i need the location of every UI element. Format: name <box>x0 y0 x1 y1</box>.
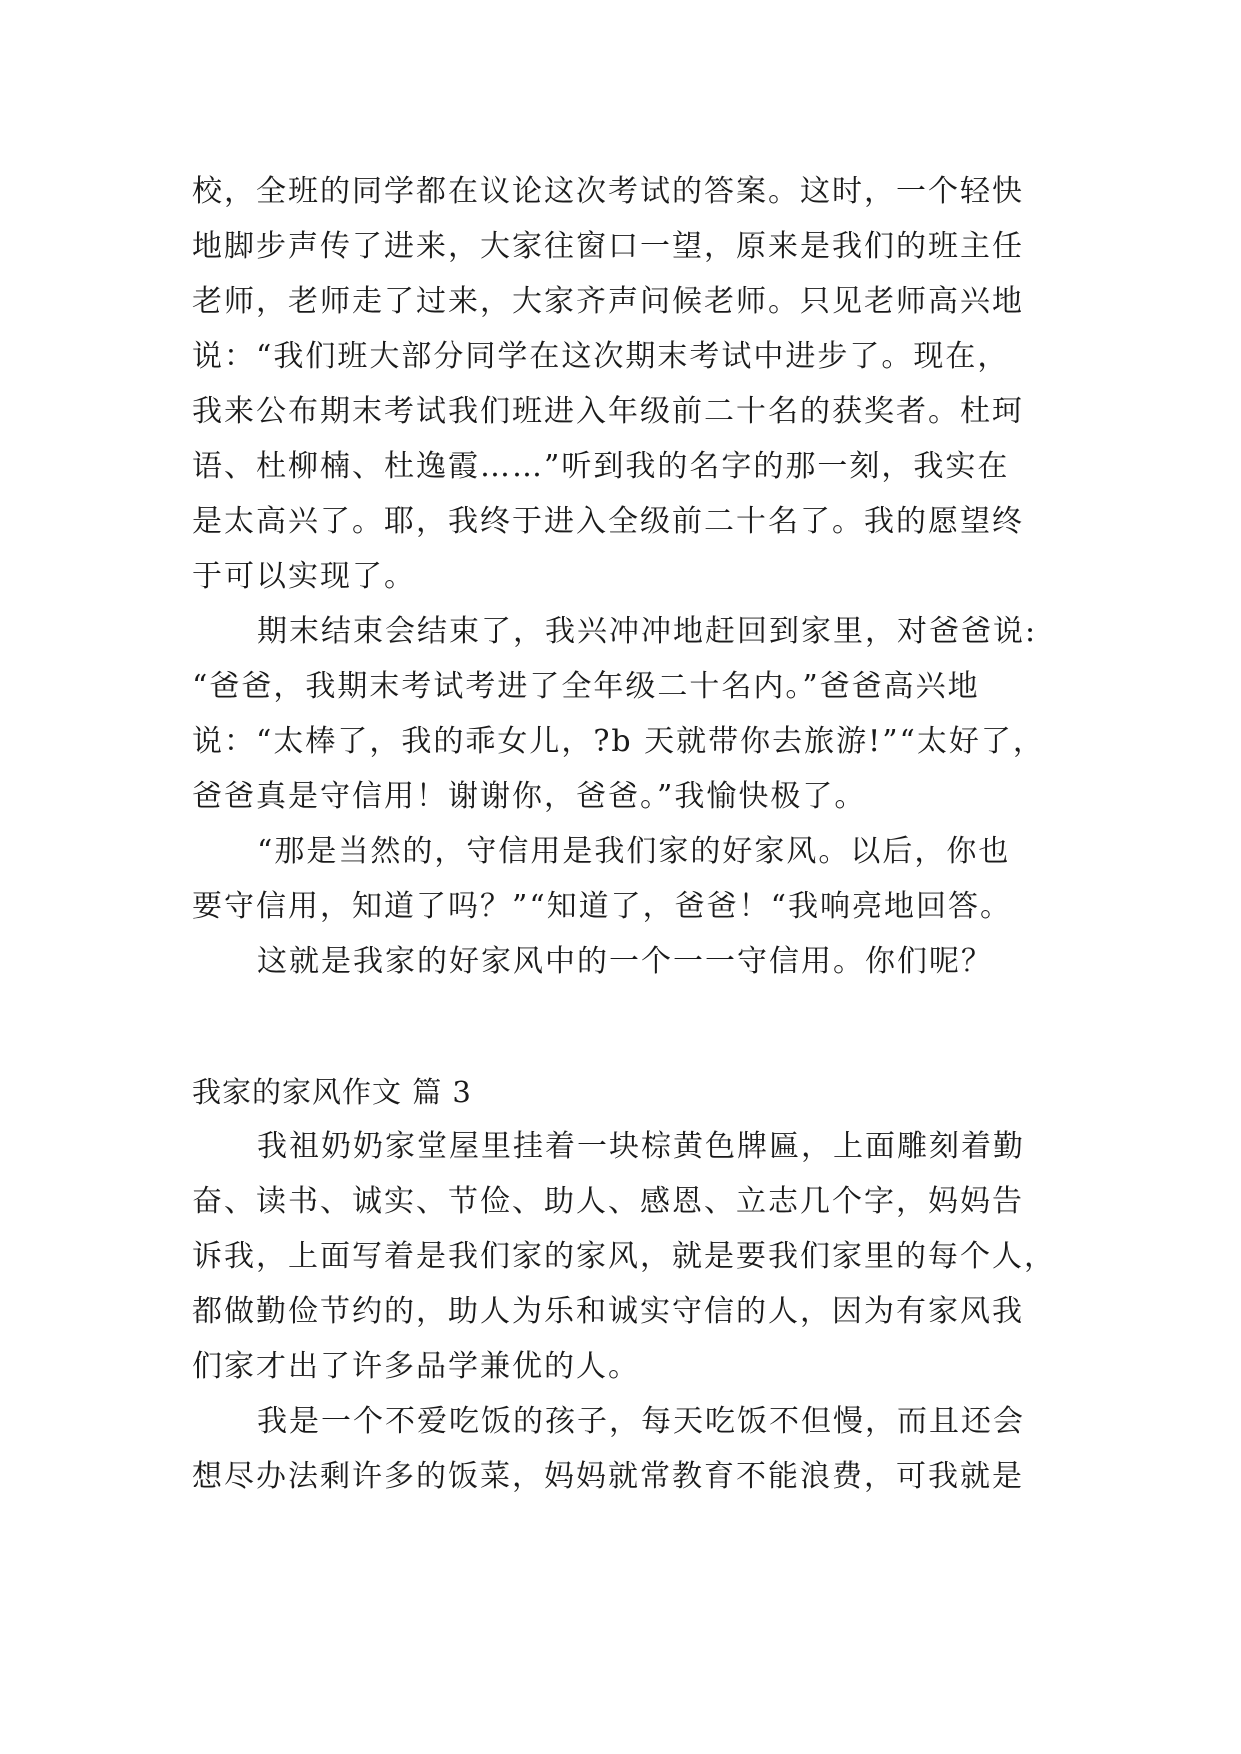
paragraph-line: 这就是我家的好家风中的一个一一守信用。你们呢？ <box>257 944 993 979</box>
paragraph-line: 于可以实现了。 <box>192 559 416 594</box>
paragraph-line: 是太高兴了。耶，我终于进入全级前二十名了。我的愿望终 <box>192 504 1024 539</box>
paragraph-line: 要守信用，知道了吗？”“知道了，爸爸！“我响亮地回答。 <box>192 889 1013 924</box>
paragraph-line: 们家才出了许多品学兼优的人。 <box>192 1349 640 1384</box>
paragraph-line: 都做勤俭节约的，助人为乐和诚实守信的人，因为有家风我 <box>192 1294 1024 1329</box>
paragraph-line: “爸爸，我期末考试考进了全年级二十名内。”爸爸高兴地 <box>192 669 980 704</box>
paragraph-line: 老师，老师走了过来，大家齐声问候老师。只见老师高兴地 <box>192 284 1024 319</box>
paragraph-line: 我祖奶奶家堂屋里挂着一块棕黄色牌匾，上面雕刻着勤 <box>257 1129 1025 1164</box>
paragraph-line: 校，全班的同学都在议论这次考试的答案。这时，一个轻快 <box>192 174 1024 209</box>
section-heading: 我家的家风作文 篇 3 <box>192 1075 472 1109</box>
paragraph-line: 我来公布期末考试我们班进入年级前二十名的获奖者。杜珂 <box>192 394 1024 429</box>
paragraph-line: 想尽办法剩许多的饭菜，妈妈就常教育不能浪费，可我就是 <box>192 1459 1024 1494</box>
paragraph-line: 语、杜柳楠、杜逸霞……”听到我的名字的那一刻，我实在 <box>192 449 1010 484</box>
paragraph-line: 奋、读书、诚实、节俭、助人、感恩、立志几个字，妈妈告 <box>192 1184 1024 1219</box>
paragraph-line: 地脚步声传了进来，大家往窗口一望，原来是我们的班主任 <box>192 229 1024 264</box>
paragraph-line: 说：“太棒了，我的乖女儿，?b 天就带你去旅游!”“太好了， <box>192 724 1045 759</box>
paragraph-line: 期末结束会结束了，我兴冲冲地赶回到家里，对爸爸说: <box>257 614 1038 649</box>
paragraph-line: 诉我，上面写着是我们家的家风，就是要我们家里的每个人， <box>192 1239 1056 1274</box>
paragraph-line: 爸爸真是守信用！谢谢你，爸爸。”我愉快极了。 <box>192 779 867 814</box>
paragraph-line: 我是一个不爱吃饭的孩子，每天吃饭不但慢，而且还会 <box>257 1404 1025 1439</box>
paragraph-line: 说：“我们班大部分同学在这次期末考试中进步了。现在， <box>192 339 1010 374</box>
paragraph-line: “那是当然的，守信用是我们家的好家风。以后，你也 <box>257 834 1011 869</box>
